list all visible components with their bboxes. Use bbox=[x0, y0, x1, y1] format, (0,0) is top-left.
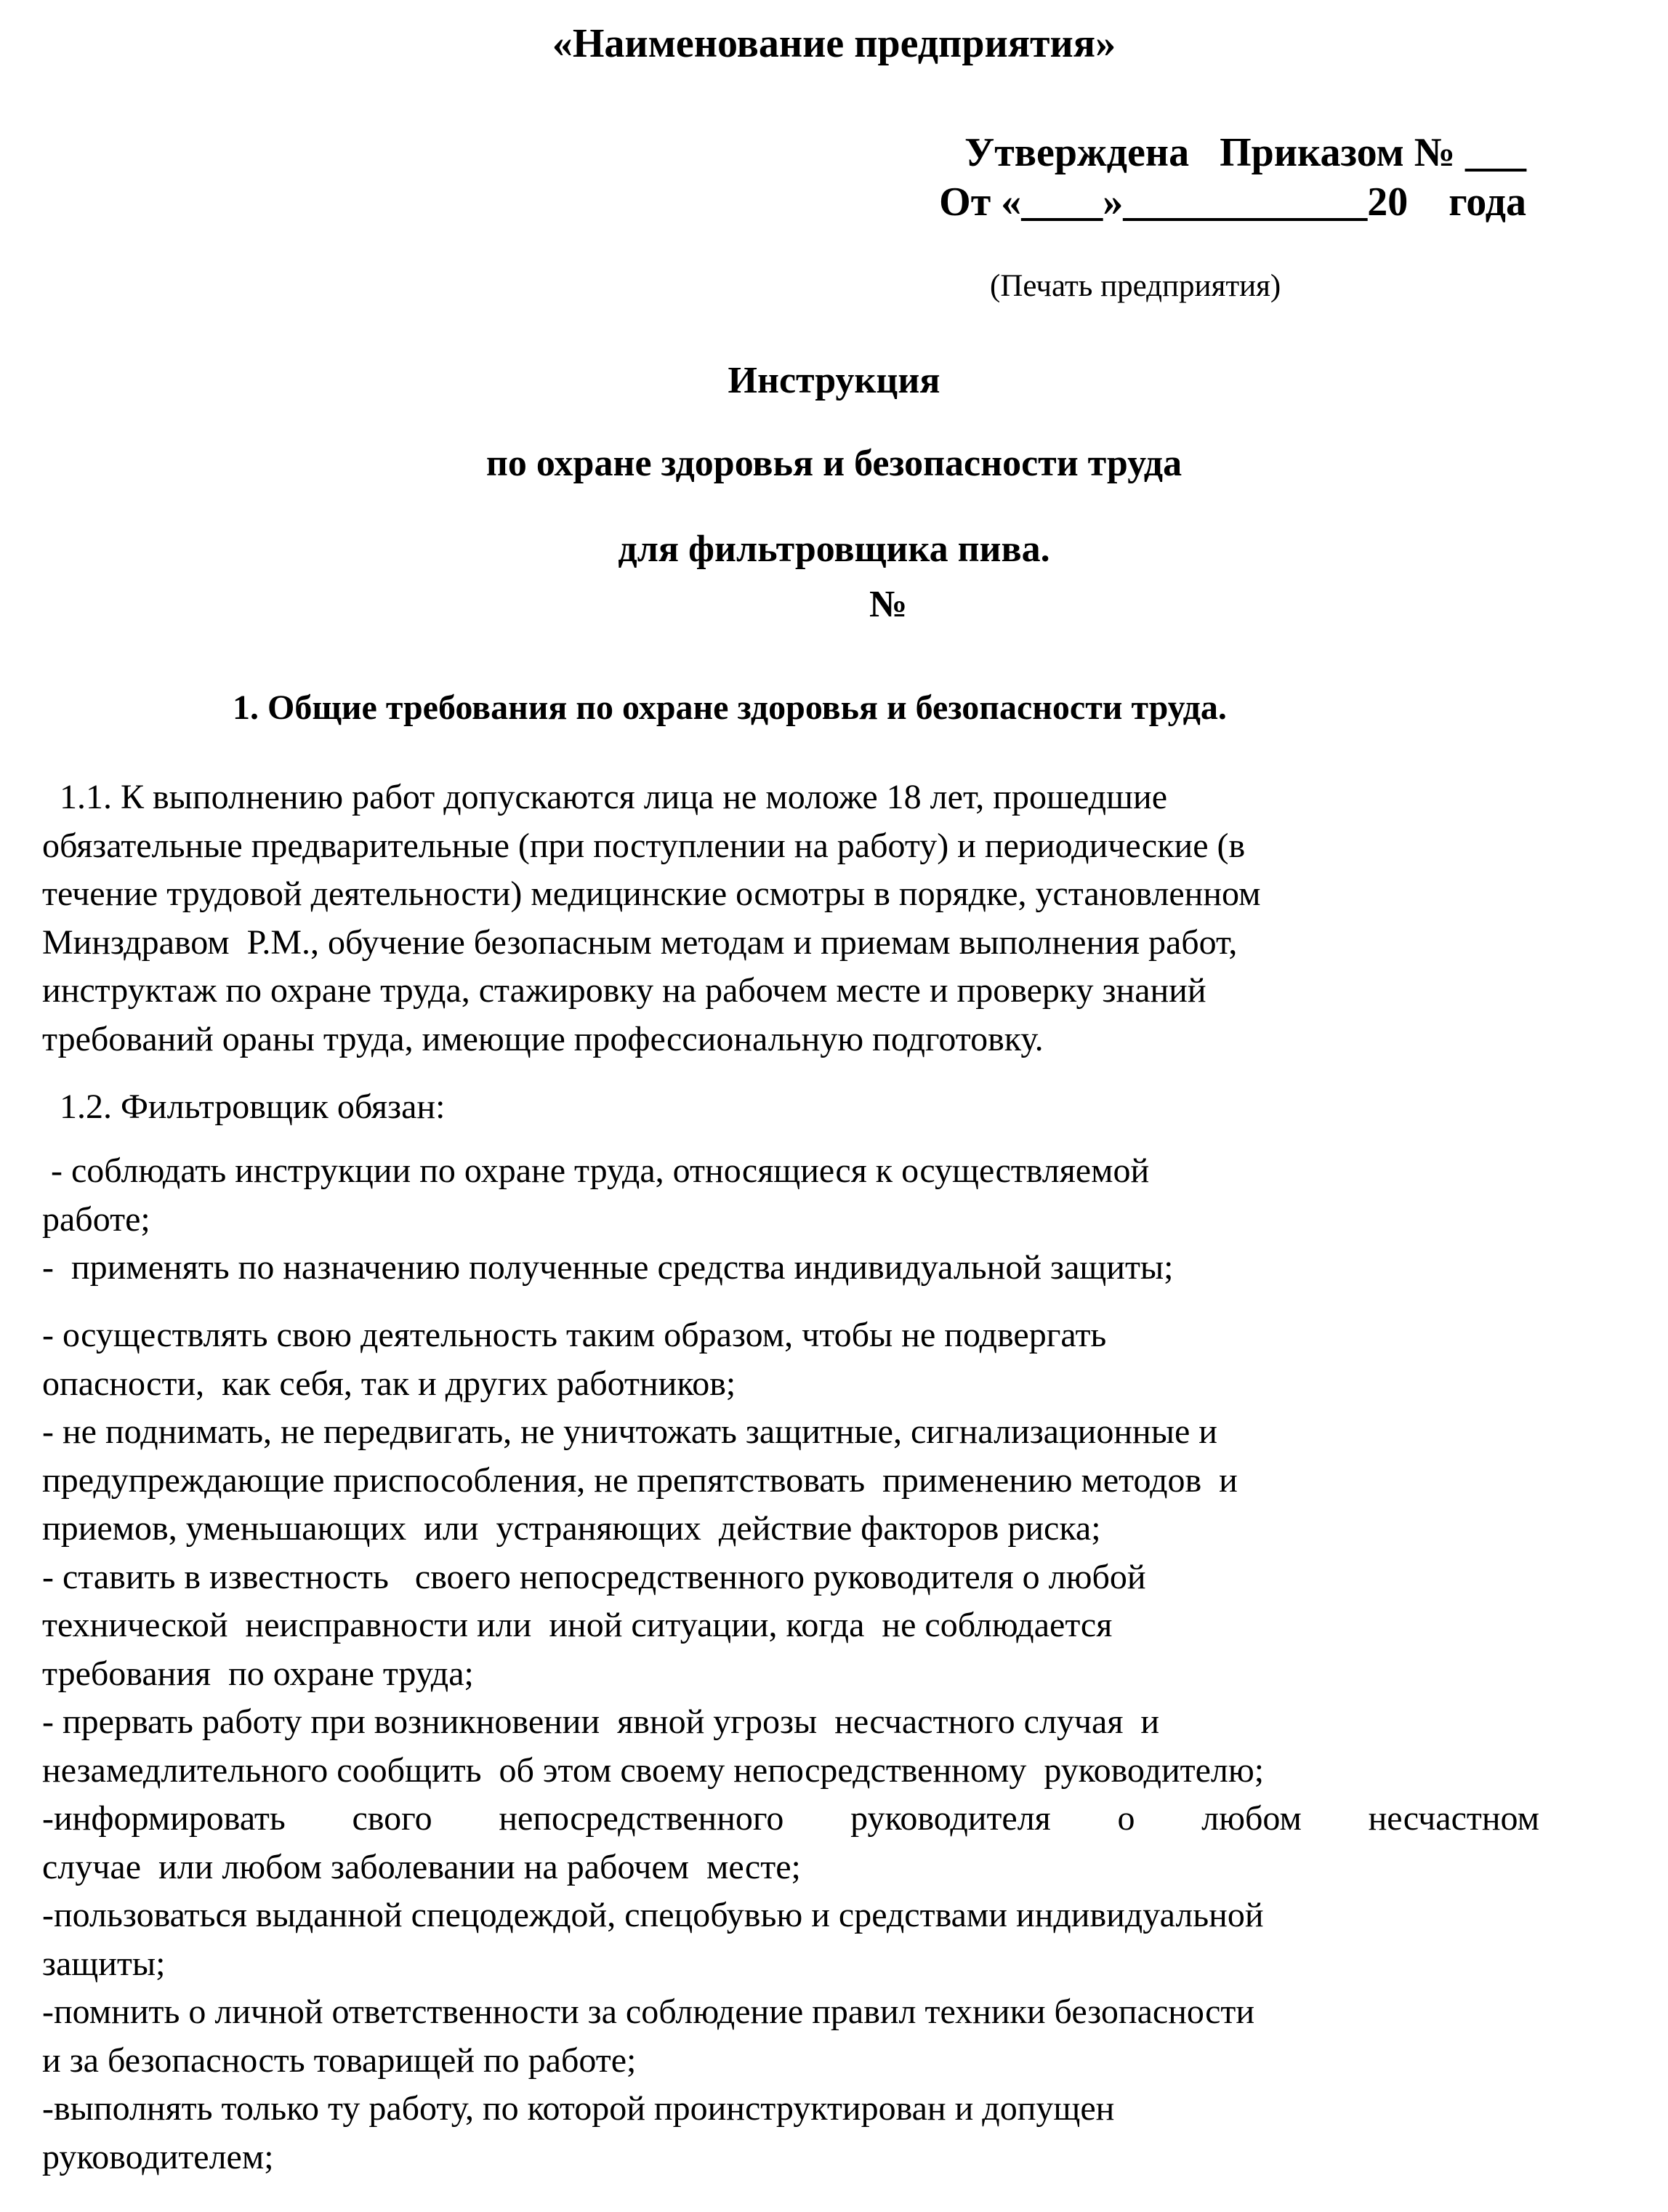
text-line: обязательные предварительные (при поступлении на работу) и периодические (в bbox=[42, 826, 1246, 865]
seal-placeholder: (Печать предприятия) bbox=[990, 269, 1281, 303]
list-item: -выполнять только ту работу, по которой проинструктирован и допущен bbox=[42, 2089, 1115, 2128]
list-item: - осуществлять свою деятельность таким образом, чтобы не подвергать bbox=[42, 1316, 1107, 1354]
list-item: - не поднимать, не передвигать, не уничтожать защитные, сигнализационные и bbox=[42, 1412, 1217, 1451]
text-line: 1.2. Фильтровщик обязан: bbox=[42, 1087, 446, 1126]
paragraph-1-2 bbox=[42, 1083, 1539, 1132]
paragraph-1-1 bbox=[42, 773, 1539, 1063]
approval-line-date: От «____»____________20 года bbox=[939, 180, 1526, 225]
list-item-continuation: предупреждающие приспособления, не препятствовать применению методов и bbox=[42, 1460, 1238, 1500]
text-line: инструктаж по охране труда, стажировку на рабочем месте и проверку знаний bbox=[42, 971, 1206, 1010]
list-item: - применять по назначению полученные средства индивидуальной защиты; bbox=[42, 1248, 1174, 1287]
section-heading: 1. Общие требования по охране здоровья и безопасности труда. bbox=[233, 688, 1227, 727]
list-item: - прервать работу при возникновении явной угрозы несчастного случая и bbox=[42, 1702, 1160, 1741]
document-title: Инструкция bbox=[728, 360, 940, 401]
list-item-continuation: приемов, уменьшающих или устраняющих действие факторов риска; bbox=[42, 1509, 1101, 1548]
list-item-continuation: технической неисправности или иной ситуации, когда не соблюдается bbox=[42, 1606, 1113, 1644]
list-item: - ставить в известность своего непосредственного руководителя о любой bbox=[42, 1557, 1146, 1596]
text-line: требований ораны труда, имеющие профессиональную подготовку. bbox=[42, 1019, 1044, 1058]
document-subtitle-profession: для фильтровщика пива. bbox=[618, 528, 1050, 570]
text-line: Минздравом Р.М., обучение безопасным методам и приемам выполнения работ, bbox=[42, 922, 1238, 962]
text-line: течение трудовой деятельности) медицинские осмотры в порядке, установленном bbox=[42, 874, 1261, 913]
list-item-continuation: и за безопасность товарищей по работе; bbox=[42, 2040, 637, 2080]
document-subtitle: по охране здоровья и безопасности труда bbox=[486, 443, 1182, 484]
list-item-continuation: случае или любом заболевании на рабочем месте; bbox=[42, 1847, 801, 1886]
list-item: -пользоваться выданной спецодеждой, спецобувью и средствами индивидуальной bbox=[42, 1896, 1264, 1934]
list-item-continuation: защиты; bbox=[42, 1944, 166, 1983]
list-item: -помнить о личной ответственности за соблюдение правил техники безопасности bbox=[42, 1992, 1255, 2031]
list-item-continuation: работе; bbox=[42, 1199, 150, 1239]
text-line: 1.1. К выполнению работ допускаются лица не моложе 18 лет, прошедшие bbox=[42, 778, 1167, 816]
approval-line-order: Утверждена Приказом № ___ bbox=[964, 130, 1526, 175]
duties-list-part-2 bbox=[42, 1311, 1539, 2181]
list-item: -информировать свого непосредственного руководителя о любом несчастном bbox=[42, 1799, 1539, 1838]
list-item-continuation: требования по охране труда; bbox=[42, 1654, 474, 1693]
list-item-continuation: незамедлительного сообщить об этом своему непосредственному руководителю; bbox=[42, 1750, 1265, 1790]
list-item-continuation: руководителем; bbox=[42, 2137, 274, 2176]
list-item-continuation: опасности, как себя, так и других работников; bbox=[42, 1364, 736, 1403]
duties-list-part-1 bbox=[42, 1147, 1539, 1292]
list-item: - соблюдать инструкции по охране труда, относящиеся к осуществляемой bbox=[42, 1151, 1150, 1190]
document-number: № bbox=[869, 584, 908, 625]
company-name: «Наименование предприятия» bbox=[552, 21, 1116, 66]
